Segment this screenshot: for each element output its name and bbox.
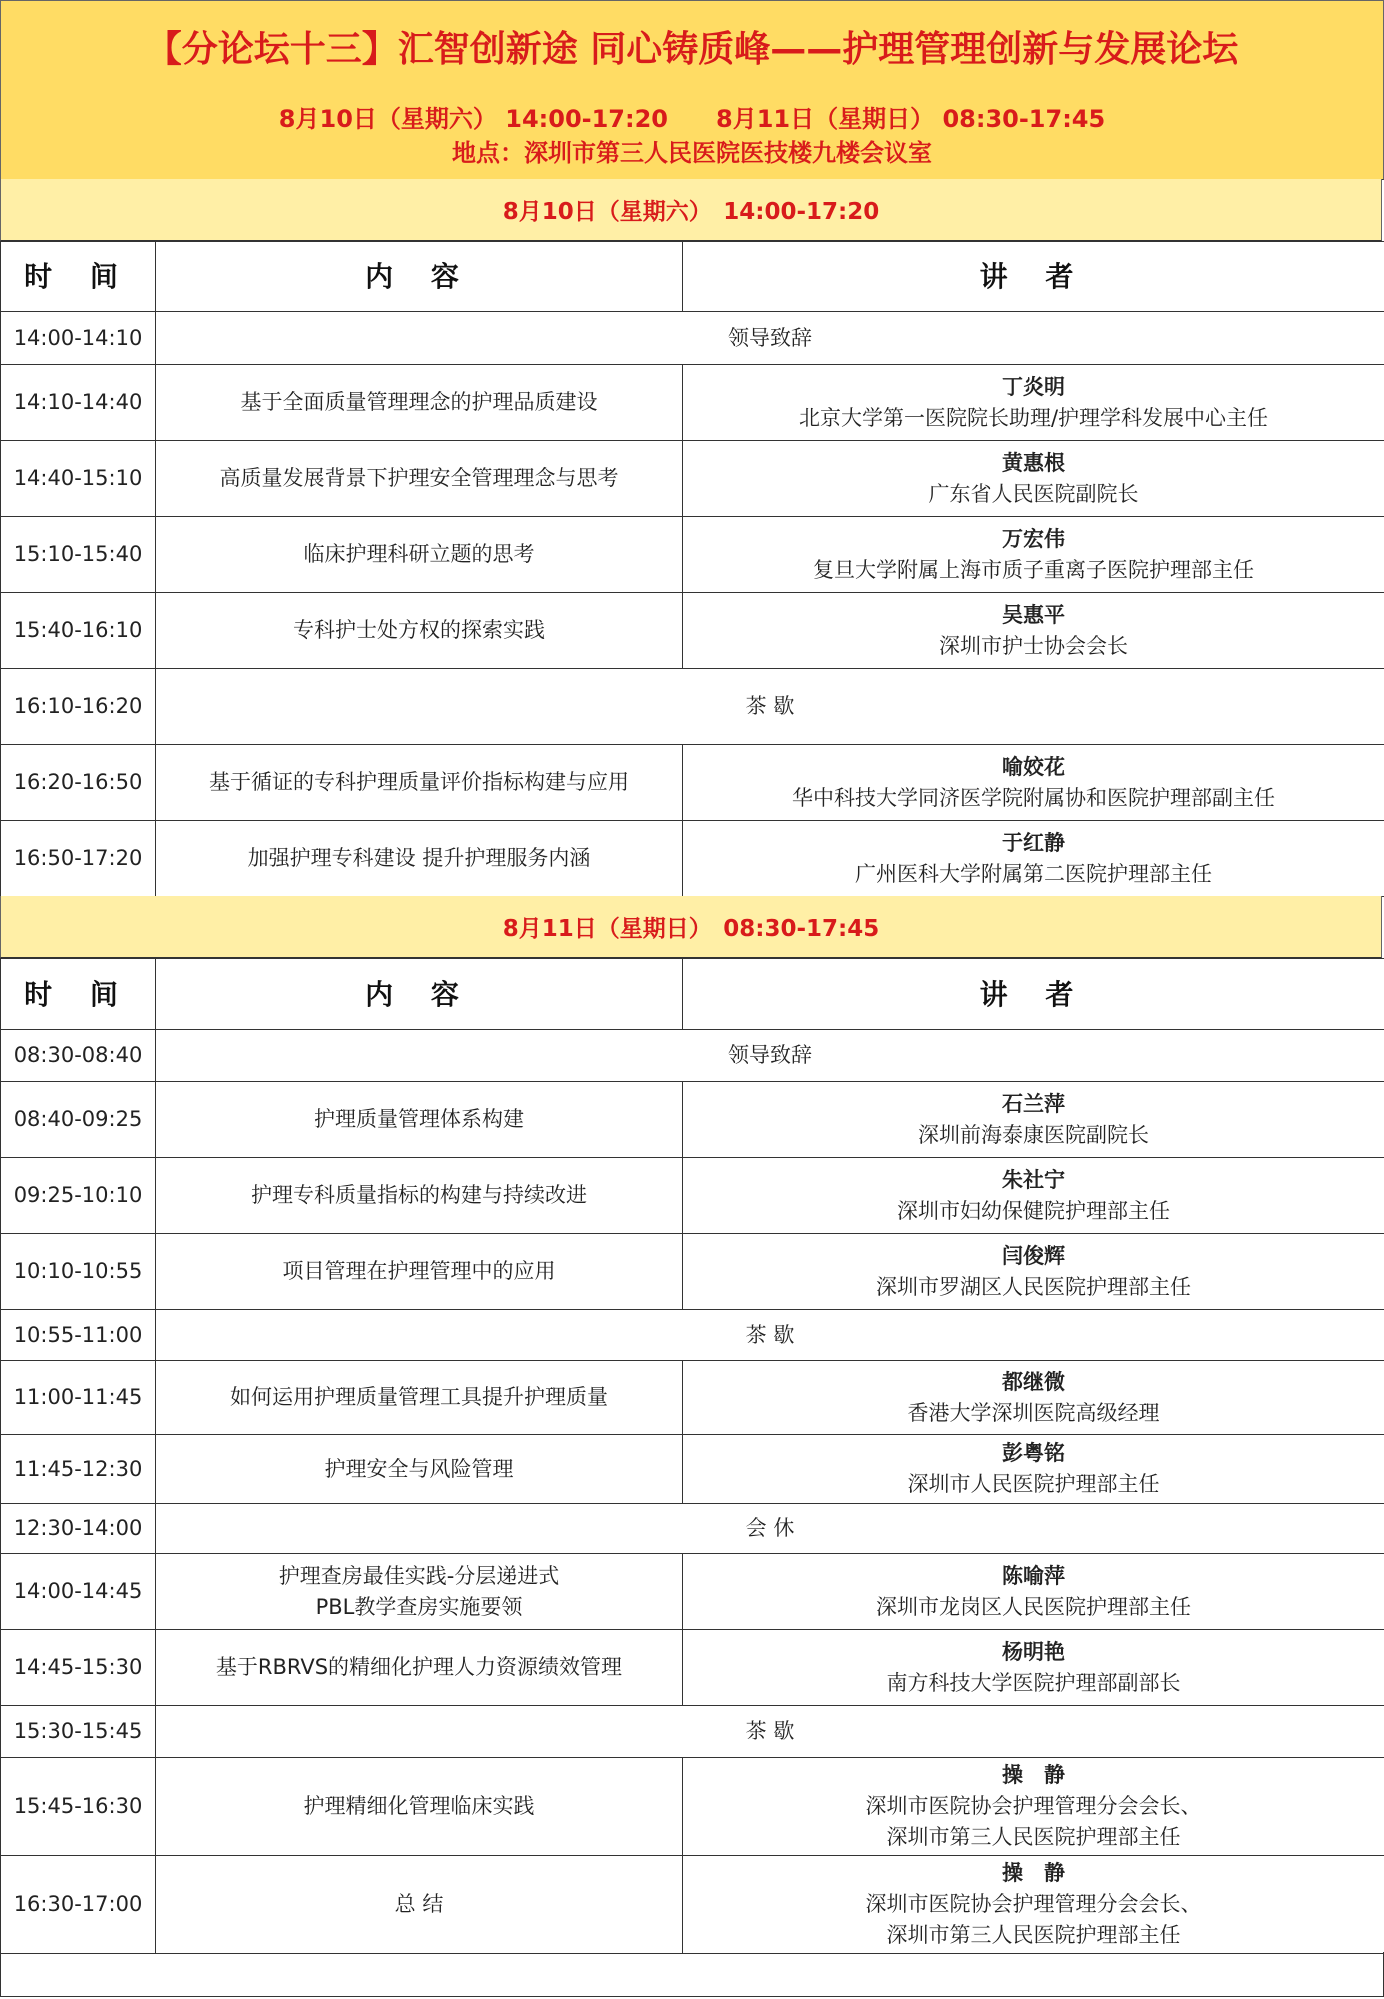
speaker-title: 深圳市医院协会护理管理分会会长、 <box>865 1892 1202 1916</box>
session-speaker <box>683 1158 1384 1234</box>
empty-footer-row <box>0 1952 1384 1997</box>
session-speaker <box>683 1856 1384 1954</box>
session-time: 08:40-09:25 <box>1 1082 156 1158</box>
speaker-title: 北京大学第一医院院长助理/护理学科发展中心主任 <box>798 405 1269 430</box>
table-row <box>1 1435 1384 1504</box>
session-speaker <box>683 1361 1384 1435</box>
session-speaker <box>683 1758 1384 1856</box>
speaker-name: 吴惠平 <box>1002 602 1065 627</box>
topic-line-1: 护理查房最佳实践-分层递进式 <box>278 1563 560 1588</box>
speaker-title: 深圳市护士协会会长 <box>939 633 1128 658</box>
table-row <box>1 441 1384 517</box>
speaker-name: 丁炎明 <box>1002 374 1065 399</box>
column-header-time: 时 间 <box>1 242 156 312</box>
session-topic: 高质量发展背景下护理安全管理理念与思考 <box>156 441 683 517</box>
session-speaker <box>683 365 1384 441</box>
session-span-label: 茶 歇 <box>156 669 1384 745</box>
session-time: 14:00-14:45 <box>1 1554 156 1630</box>
speaker-name: 闫俊辉 <box>1002 1243 1065 1268</box>
session-time: 10:55-11:00 <box>1 1310 156 1361</box>
table-row <box>1 1234 1384 1310</box>
table-header-row <box>1 242 1384 312</box>
session-time: 16:50-17:20 <box>1 821 156 897</box>
table-row <box>1 365 1384 441</box>
table-row <box>1 1030 1384 1082</box>
day2-schedule-table <box>0 958 1384 1954</box>
column-header-time: 时 间 <box>1 959 156 1030</box>
table-row <box>1 1758 1384 1856</box>
session-speaker <box>683 1630 1384 1706</box>
session-span-label: 领导致辞 <box>156 312 1384 365</box>
session-speaker <box>683 745 1384 821</box>
table-row <box>1 1158 1384 1234</box>
table-row <box>1 1706 1384 1758</box>
speaker-title: 广州医科大学附属第二医院护理部主任 <box>855 861 1212 886</box>
session-time: 16:20-16:50 <box>1 745 156 821</box>
table-row <box>1 745 1384 821</box>
speaker-title: 深圳前海泰康医院副院长 <box>918 1122 1149 1147</box>
table-row <box>1 1082 1384 1158</box>
table-row <box>1 1856 1384 1954</box>
session-time: 14:00-14:10 <box>1 312 156 365</box>
session-span-label: 领导致辞 <box>156 1030 1384 1082</box>
session-time: 11:00-11:45 <box>1 1361 156 1435</box>
speaker-title: 华中科技大学同济医学院附属协和医院护理部副主任 <box>792 785 1275 810</box>
session-speaker <box>683 1554 1384 1630</box>
session-topic: 总 结 <box>156 1856 683 1954</box>
speaker-name: 操 静 <box>1002 1861 1065 1885</box>
speaker-title: 深圳市妇幼保健院护理部主任 <box>897 1198 1170 1223</box>
session-time: 09:25-10:10 <box>1 1158 156 1234</box>
speaker-name: 于红静 <box>1002 830 1065 855</box>
speaker-title: 广东省人民医院副院长 <box>928 481 1139 506</box>
session-time: 16:10-16:20 <box>1 669 156 745</box>
forum-dates: 8月10日（星期六） 14:00-17:20 8月11日（星期日） 08:30-17:45 <box>278 105 1106 133</box>
session-time: 15:40-16:10 <box>1 593 156 669</box>
speaker-name: 石兰萍 <box>1002 1091 1065 1116</box>
session-time: 12:30-14:00 <box>1 1504 156 1554</box>
table-row <box>1 1361 1384 1435</box>
table-header-row <box>1 959 1384 1030</box>
session-time: 15:10-15:40 <box>1 517 156 593</box>
speaker-name: 彭粤铭 <box>1002 1441 1065 1465</box>
session-speaker <box>683 1234 1384 1310</box>
speaker-name: 杨明艳 <box>1002 1639 1065 1664</box>
day1-schedule-table <box>0 241 1384 897</box>
session-topic: 护理质量管理体系构建 <box>156 1082 683 1158</box>
speaker-name: 万宏伟 <box>1002 526 1065 551</box>
session-topic: 基于全面质量管理理念的护理品质建设 <box>156 365 683 441</box>
speaker-title: 深圳市医院协会护理管理分会会长、 <box>865 1794 1202 1818</box>
session-speaker <box>683 821 1384 897</box>
session-topic: 护理专科质量指标的构建与持续改进 <box>156 1158 683 1234</box>
speaker-title: 南方科技大学医院护理部副部长 <box>886 1670 1181 1695</box>
table-row <box>1 1504 1384 1554</box>
speaker-title: 香港大学深圳医院高级经理 <box>907 1400 1160 1425</box>
session-time: 10:10-10:55 <box>1 1234 156 1310</box>
session-time: 14:40-15:10 <box>1 441 156 517</box>
topic-line-2: PBL教学查房实施要领 <box>315 1594 523 1619</box>
session-speaker <box>683 1435 1384 1504</box>
speaker-name: 陈喻萍 <box>1002 1563 1065 1588</box>
column-header-content: 内 容 <box>156 959 683 1030</box>
table-row <box>1 1554 1384 1630</box>
session-topic: 基于RBRVS的精细化护理人力资源绩效管理 <box>156 1630 683 1706</box>
table-row <box>1 821 1384 897</box>
speaker-name: 黄惠根 <box>1002 450 1065 475</box>
session-span-label: 会 休 <box>156 1504 1384 1554</box>
session-topic: 加强护理专科建设 提升护理服务内涵 <box>156 821 683 897</box>
session-topic: 护理精细化管理临床实践 <box>156 1758 683 1856</box>
session-topic <box>156 1554 683 1630</box>
table-row <box>1 312 1384 365</box>
session-time: 14:45-15:30 <box>1 1630 156 1706</box>
page-title: 【分论坛十三】汇智创新途 同心铸质峰——护理管理创新与发展论坛 <box>145 29 1239 70</box>
speaker-title: 深圳市罗湖区人民医院护理部主任 <box>876 1274 1191 1299</box>
speaker-name: 都继微 <box>1002 1369 1065 1394</box>
speaker-name: 操 静 <box>1002 1763 1065 1787</box>
session-time: 11:45-12:30 <box>1 1435 156 1504</box>
day2-band: 8月11日（星期日） 08:30-17:45 <box>0 896 1382 958</box>
session-time: 14:10-14:40 <box>1 365 156 441</box>
table-row <box>1 669 1384 745</box>
session-topic: 专科护士处方权的探索实践 <box>156 593 683 669</box>
speaker-name: 喻姣花 <box>1002 754 1065 779</box>
speaker-title: 深圳市人民医院护理部主任 <box>907 1472 1160 1496</box>
session-speaker <box>683 441 1384 517</box>
session-span-label: 茶 歇 <box>156 1310 1384 1361</box>
session-topic: 临床护理科研立题的思考 <box>156 517 683 593</box>
session-speaker <box>683 517 1384 593</box>
session-topic: 项目管理在护理管理中的应用 <box>156 1234 683 1310</box>
speaker-title: 复旦大学附属上海市质子重离子医院护理部主任 <box>813 557 1254 582</box>
speaker-name: 朱社宁 <box>1002 1167 1065 1192</box>
speaker-title: 深圳市龙岗区人民医院护理部主任 <box>876 1594 1191 1619</box>
day1-band: 8月10日（星期六） 14:00-17:20 <box>0 179 1382 241</box>
speaker-title-line-2: 深圳市第三人民医院护理部主任 <box>886 1825 1181 1849</box>
session-time: 08:30-08:40 <box>1 1030 156 1082</box>
column-header-speaker: 讲 者 <box>683 242 1384 312</box>
table-row <box>1 1310 1384 1361</box>
table-row <box>1 593 1384 669</box>
speaker-title-line-2: 深圳市第三人民医院护理部主任 <box>886 1923 1181 1947</box>
session-time: 15:30-15:45 <box>1 1706 156 1758</box>
column-header-speaker: 讲 者 <box>683 959 1384 1030</box>
session-time: 16:30-17:00 <box>1 1856 156 1954</box>
header-banner <box>0 0 1384 180</box>
session-speaker <box>683 1082 1384 1158</box>
forum-location: 地点：深圳市第三人民医院医技楼九楼会议室 <box>452 139 932 167</box>
session-topic: 护理安全与风险管理 <box>156 1435 683 1504</box>
column-header-content: 内 容 <box>156 242 683 312</box>
session-speaker <box>683 593 1384 669</box>
table-row <box>1 517 1384 593</box>
session-topic: 基于循证的专科护理质量评价指标构建与应用 <box>156 745 683 821</box>
session-time: 15:45-16:30 <box>1 1758 156 1856</box>
session-span-label: 茶 歇 <box>156 1706 1384 1758</box>
table-row <box>1 1630 1384 1706</box>
session-topic: 如何运用护理质量管理工具提升护理质量 <box>156 1361 683 1435</box>
